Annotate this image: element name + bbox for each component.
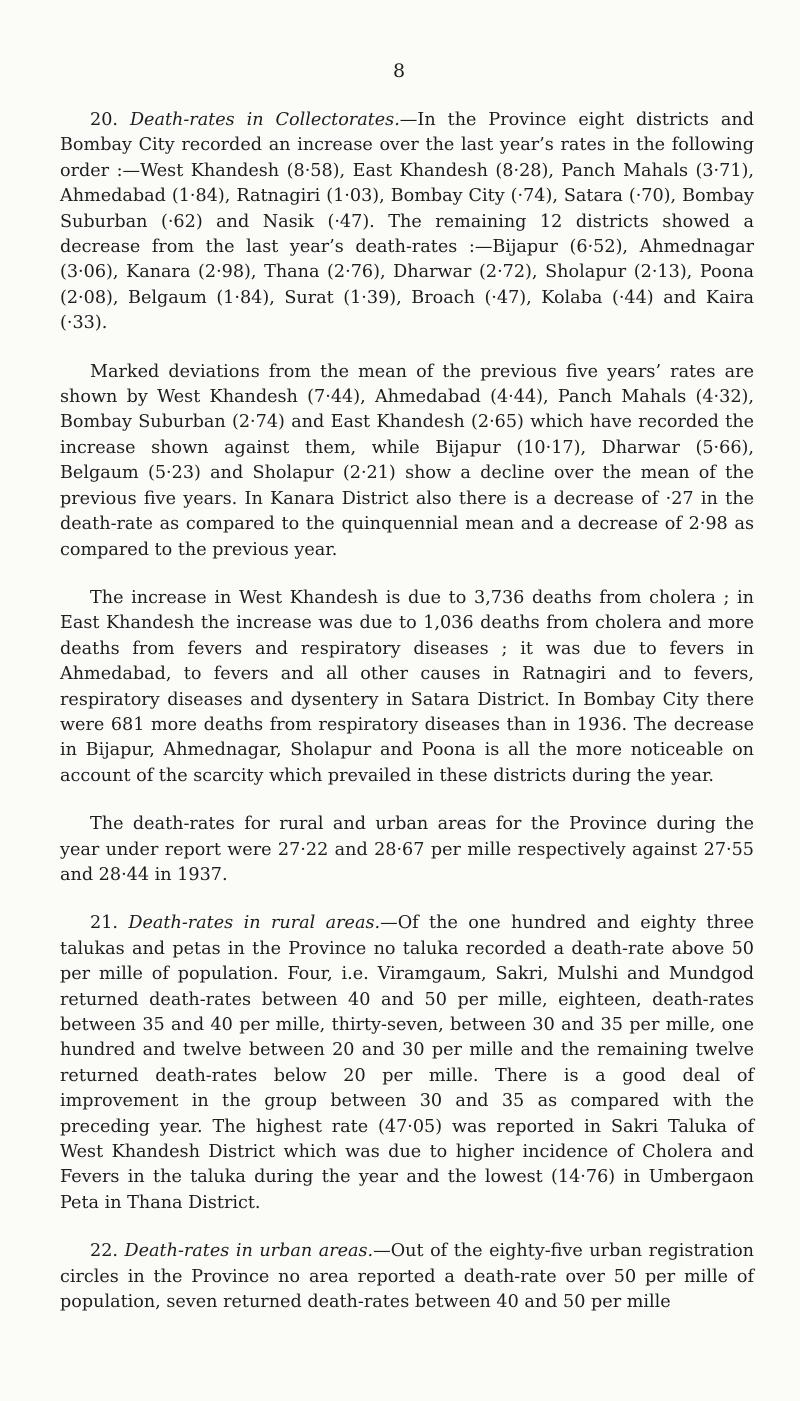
section-heading: Death-rates in rural areas. <box>128 913 381 934</box>
paragraph-21 <box>60 911 754 1216</box>
paragraph-text: —Of the one hundred and eighty three talukas and petas in the Province no taluka recorded a death-rate above 50 per mille of population. Four, i.e. Viramgaum, Sakri, Mulshi and Mundgod returned death-rates between 40 and 50 per mille, eighteen, death-rates between 35 and 40 per mille, thirty-seven, between 30 and 35 per mille, one hundred and twelve between 20 and 30 per mille and the remaining twelve returned death-rates below 20 per mille. There is a good deal of improvement in the group between 30 and 35 as compared with the preceding year. The highest rate (47·05) was reported in Sakri Taluka of West Khandesh District which was due to higher incidence of Cholera and Fevers in the taluka during the year and the lowest (14·76) in Umbergaon Peta in Thana District. <box>60 913 754 1213</box>
paragraph-20 <box>60 108 754 337</box>
text-body <box>60 108 754 1338</box>
section-heading: Death-rates in Collectorates. <box>129 110 400 130</box>
paragraph-text: The increase in West Khandesh is due to 3,736 deaths from cholera ; in East Khandesh the increase was due to 1,036 deaths from cholera and more deaths from fevers and respiratory diseases ; it was due to fevers in Ahmedabad, to fevers and all other causes in Ratnagiri and to fevers, respiratory diseases and dysentery in Satara District. In Bombay City there were 681 more deaths from respiratory diseases than in 1936. The decrease in Bijapur, Ahmednagar, Sholapur and Poona is all the more noticeable on account of the scarcity which prevailed in these districts during the year. <box>60 587 754 786</box>
paragraph-increase-causes <box>60 586 754 789</box>
paragraph-text: Marked deviations from the mean of the previous five years’ rates are shown by West Khandesh (7·44), Ahmedabad (4·44), Panch Mahals (4·32), Bombay Suburban (2·74) and East Khandesh (2·65) which have recorded the increase shown against them, while Bijapur (10·17), Dharwar (5·66), Belgaum (5·23) and Sholapur (2·21) show a decline over the mean of the previous five years. In Kanara District also there is a decrease of ·27 in the death-rate as compared to the quinquennial mean and a decrease of 2·98 as compared to the previous year. <box>60 361 754 560</box>
paragraph-number: 22. <box>90 1241 118 1262</box>
paragraph-text: —In the Province eight districts and Bombay City recorded an increase over the last year’s rates in the following order :—West Khandesh (8·58), East Khandesh (8·28), Panch Mahals (3·71), Ahmedabad (1·84), Ratnagiri (1·03), Bombay City (·74), Satara (·70), Bombay Suburban (·62) and Nasik (·47). The remaining 12 districts showed a decrease from the last year’s death-rates :—Bijapur (6·52), Ahmednagar (3·06), Kanara (2·98), Thana (2·76), Dharwar (2·72), Sholapur (2·13), Poona (2·08), Belgaum (1·84), Surat (1·39), Broach (·47), Kolaba (·44) and Kaira (·33). <box>60 110 754 334</box>
paragraph-number: 20. <box>90 110 118 130</box>
paragraph-text: —Out of the eighty-five urban registration circles in the Province no area reported a death-rate over 50 per mille of population, seven returned death-rates between 40 and 50 per mille <box>60 1241 754 1313</box>
paragraph-rural-urban-rates <box>60 812 754 888</box>
paragraph-22 <box>60 1239 754 1315</box>
paragraph-number: 21. <box>90 913 118 934</box>
section-heading: Death-rates in urban areas. <box>124 1241 374 1262</box>
page-number: 8 <box>393 60 406 82</box>
paragraph-deviations <box>60 360 754 563</box>
paragraph-text: The death-rates for rural and urban areas for the Province during the year under report were 27·22 and 28·67 per mille respectively against 27·55 and 28·44 in 1937. <box>60 814 754 885</box>
